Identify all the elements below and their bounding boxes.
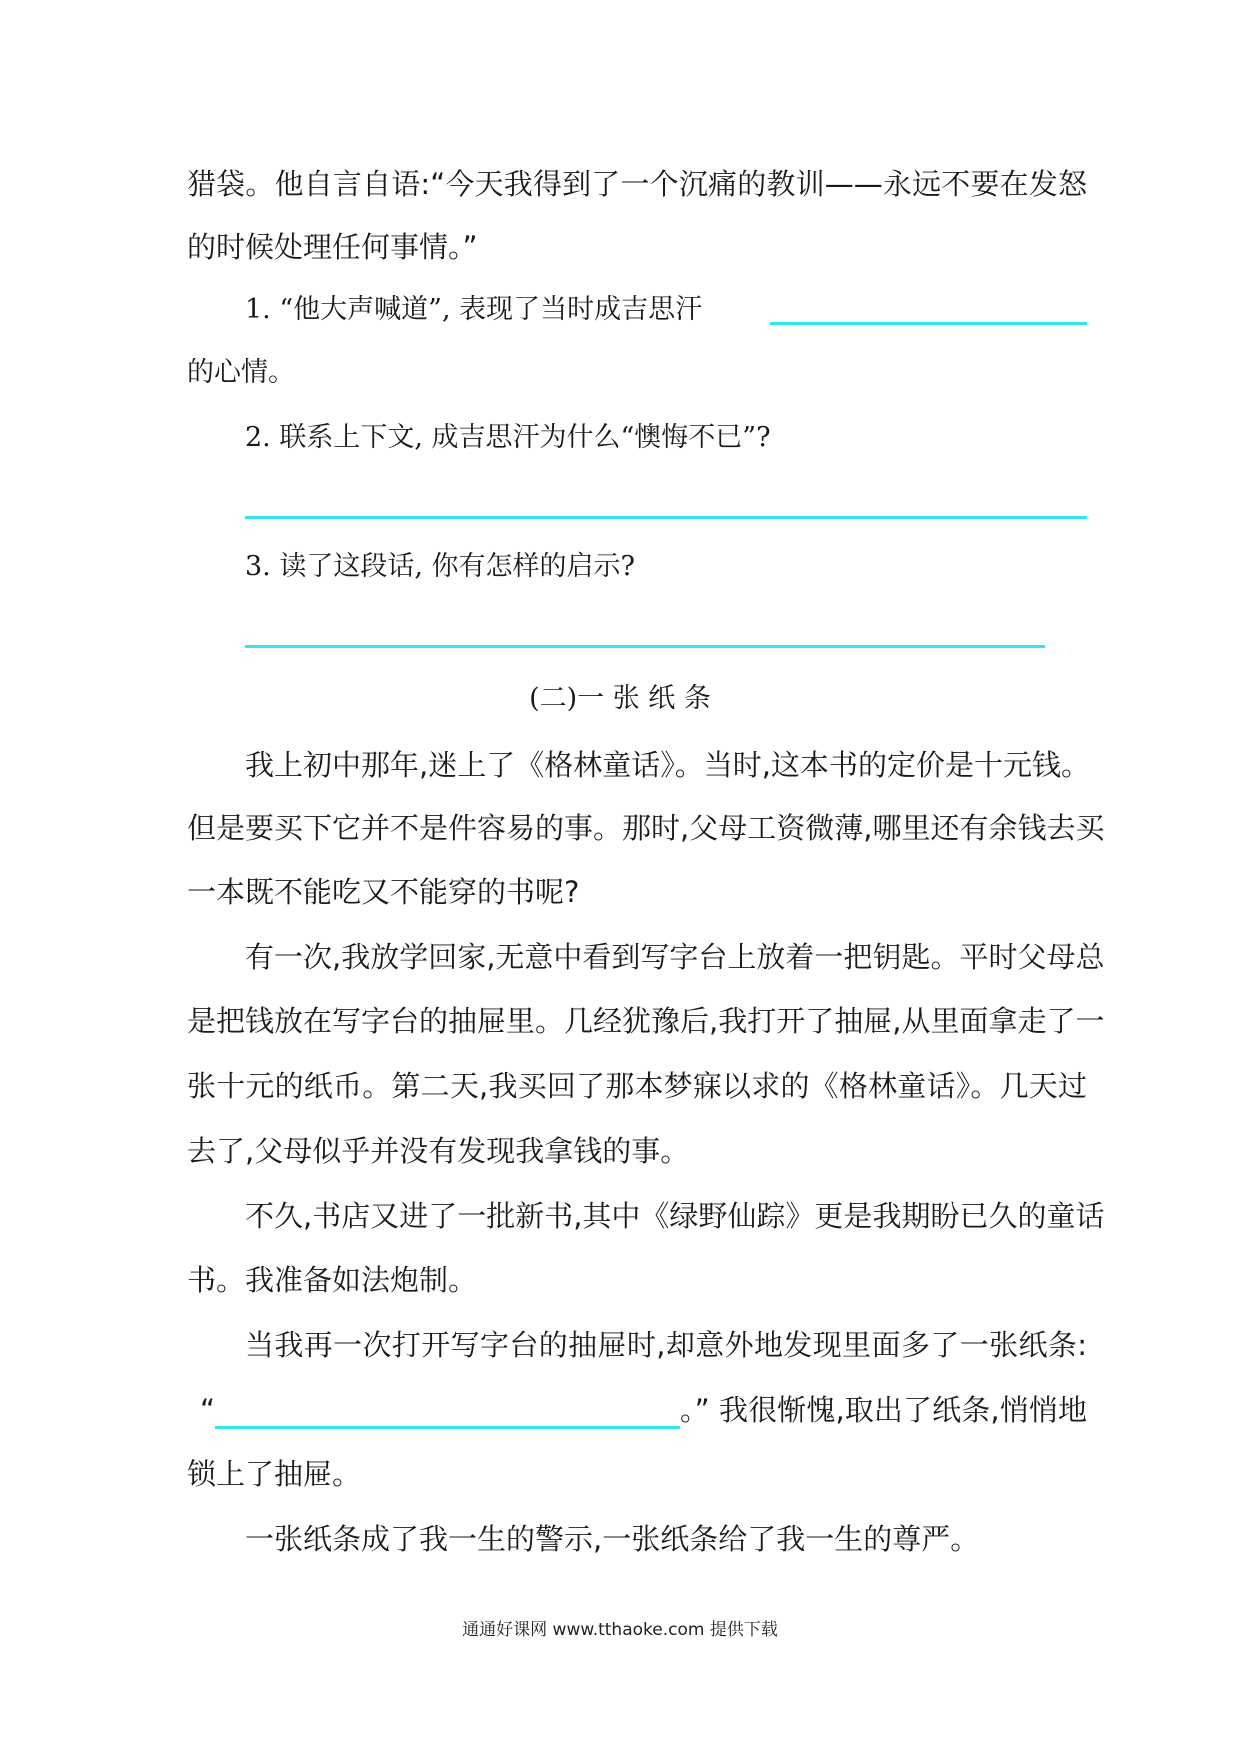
question-1-tail: 的心情。: [187, 357, 295, 388]
paragraph-line: 不久,书店又进了一批新书,其中《绿野仙踪》更是我期盼已久的童话: [245, 1199, 1105, 1233]
paragraph-line: 是把钱放在写字台的抽屉里。几经犹豫后,我打开了抽屉,从里面拿走了一: [187, 1004, 1105, 1038]
note-answer-blank[interactable]: [215, 1426, 680, 1429]
paragraph-line: 我上初中那年,迷上了《格林童话》。当时,这本书的定价是十元钱。: [245, 748, 1090, 782]
section-title: (二)一 张 纸 条: [529, 683, 711, 714]
answer-blank-q2[interactable]: [245, 516, 1087, 519]
paragraph-line: 。” 我很惭愧,取出了纸条,悄悄地: [680, 1393, 1087, 1427]
paragraph-line: 去了,父母似乎并没有发现我拿钱的事。: [187, 1134, 690, 1168]
paragraph-line: 一本既不能吃又不能穿的书呢?: [187, 875, 580, 909]
page-footer: 通通好课网 www.tthaoke.com 提供下载: [462, 1620, 778, 1640]
paragraph-line: 一张纸条成了我一生的警示,一张纸条给了我一生的尊严。: [245, 1522, 980, 1556]
paragraph-line: 书。我准备如法炮制。: [187, 1263, 478, 1297]
answer-blank-q3[interactable]: [245, 645, 1045, 648]
paragraph-line: 有一次,我放学回家,无意中看到写字台上放着一把钥匙。平时父母总: [245, 940, 1105, 974]
question-1: 1. “他大声喊道”, 表现了当时成吉思汗: [245, 294, 703, 325]
paragraph-line: 当我再一次打开写字台的抽屉时,却意外地发现里面多了一张纸条:: [245, 1328, 1087, 1362]
answer-blank-q1[interactable]: [770, 322, 1087, 325]
question-2: 2. 联系上下文, 成吉思汗为什么“懊悔不已”?: [245, 422, 771, 453]
paragraph-line: 锁上了抽屉。: [187, 1457, 362, 1491]
paragraph-line: 但是要买下它并不是件容易的事。那时,父母工资微薄,哪里还有余钱去买: [187, 811, 1105, 845]
passage-line: 的时候处理任何事情。”: [187, 230, 478, 264]
passage-line: 猎袋。他自言自语:“今天我得到了一个沉痛的教训——永远不要在发怒: [187, 167, 1087, 201]
open-quote: “: [200, 1393, 216, 1427]
paragraph-line: 张十元的纸币。第二天,我买回了那本梦寐以求的《格林童话》。几天过: [187, 1069, 1087, 1103]
question-3: 3. 读了这段话, 你有怎样的启示?: [245, 551, 635, 582]
